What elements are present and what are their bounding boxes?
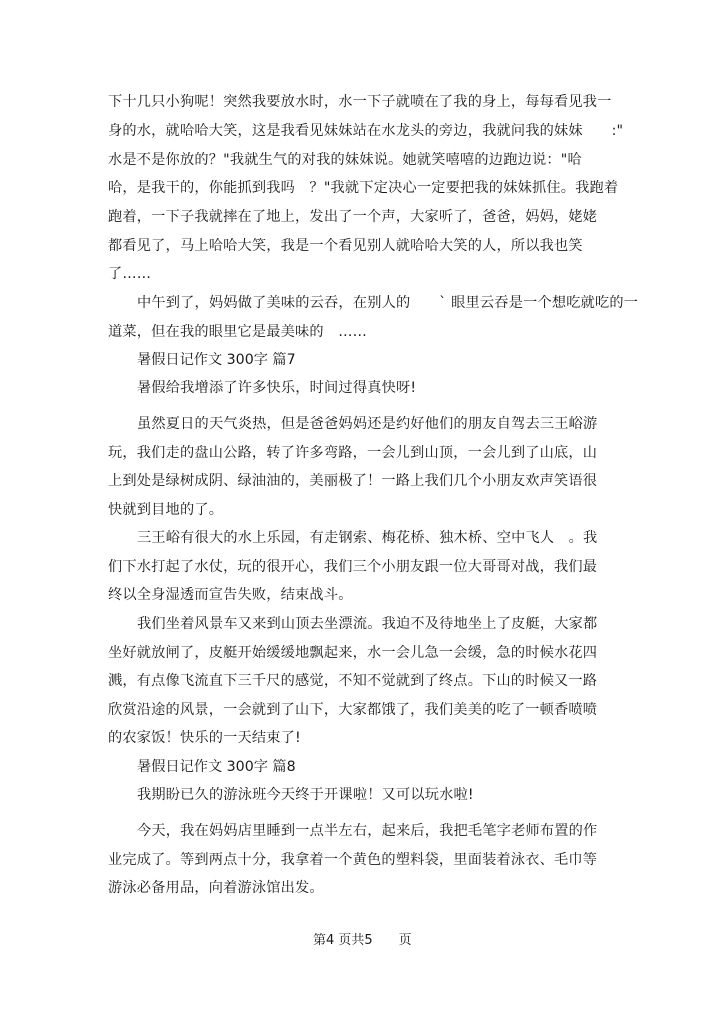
- paragraph-line: 暑假给我增添了许多快乐，时间过得真快呀!: [137, 380, 417, 396]
- paragraph-line: 下十几只小狗呢！突然我要放水时，水一下子就喷在了我的身上，每每看见我一: [108, 94, 612, 110]
- paragraph-line: 业完成了。等到两点十分，我拿着一个黄色的塑料袋，里面装着泳衣、毛巾等: [108, 852, 598, 868]
- paragraph-line: 道菜，但在我的眼里它是最美味的 ……: [108, 324, 367, 340]
- paragraph-line: 水是不是你放的？"我就生气的对我的妹妹说。她就笑嘻嘻的边跑边说："哈: [108, 152, 582, 168]
- paragraph-line: 了……: [108, 266, 152, 282]
- paragraph-line: 溅，有点像飞流直下三千尺的感觉，不知不觉就到了终点。下山的时候又一路: [108, 673, 598, 689]
- paragraph-line: 的农家饭！快乐的一天结束了!: [108, 730, 301, 746]
- page-footer: 第4 页共5 页: [313, 933, 412, 948]
- paragraph-line: 我期盼已久的游泳班今天终于开课啦！又可以玩水啦!: [137, 787, 474, 803]
- paragraph-line: 身的水，就哈哈大笑，这是我看见妹妹站在水龙头的旁边，我就问我的妹妹 :": [108, 123, 624, 139]
- paragraph-line: 欣赏沿途的风景，一会就到了山下，大家都饿了，我们美美的吃了一顿香喷喷: [108, 702, 598, 718]
- paragraph-line: 三王峪有很大的水上乐园，有走钢索、梅花桥、独木桥、空中飞人 。我: [137, 530, 598, 546]
- paragraph-line: 今天，我在妈妈店里睡到一点半左右，起来后，我把毛笔字老师布置的作: [137, 823, 598, 839]
- paragraph-line: 上到处是绿树成阴、绿油油的，美丽极了！一路上我们几个小朋友欢声笑语很: [108, 473, 598, 489]
- paragraph-line: 虽然夏日的天气炎热，但是爸爸妈妈还是约好他们的朋友自驾去三王峪游: [137, 416, 598, 432]
- section-heading: 暑假日记作文 300字 篇8: [137, 759, 296, 775]
- paragraph-line: 玩，我们走的盘山公路，转了许多弯路，一会儿到山顶，一会儿到了山底，山: [108, 445, 598, 461]
- paragraph-line: 中午到了，妈妈做了美味的云吞，在别人的 ` 眼里云吞是一个想吃就吃的一: [137, 295, 639, 311]
- paragraph-line: 坐好就放闸了，皮艇开始缓缓地飘起来，水一会儿急一会缓，急的时候水花四: [108, 645, 598, 661]
- paragraph-line: 我们坐着风景车又来到山顶去坐漂流。我迫不及待地坐上了皮艇，大家都: [137, 616, 598, 632]
- paragraph-line: 游泳必备用品，向着游泳馆出发。: [108, 880, 324, 896]
- paragraph-line: 快就到目地的了。: [108, 502, 224, 518]
- section-heading: 暑假日记作文 300字 篇7: [137, 352, 296, 368]
- paragraph-line: 们下水打起了水仗，玩的很开心，我们三个小朋友跟一位大哥哥对战，我们最: [108, 559, 598, 575]
- paragraph-line: 哈，是我干的，你能抓到我吗 ？"我就下定决心一定要把我的妹妹抓住。我跑着: [108, 180, 619, 196]
- paragraph-line: 终以全身湿透而宣告失败，结束战斗。: [108, 587, 353, 603]
- paragraph-line: 跑着，一下子我就摔在了地上，发出了一个声，大家听了，爸爸，妈妈，姥姥: [108, 209, 598, 225]
- paragraph-line: 都看见了，马上哈哈大笑，我是一个看见别人就哈哈大笑的人，所以我也笑: [108, 238, 583, 254]
